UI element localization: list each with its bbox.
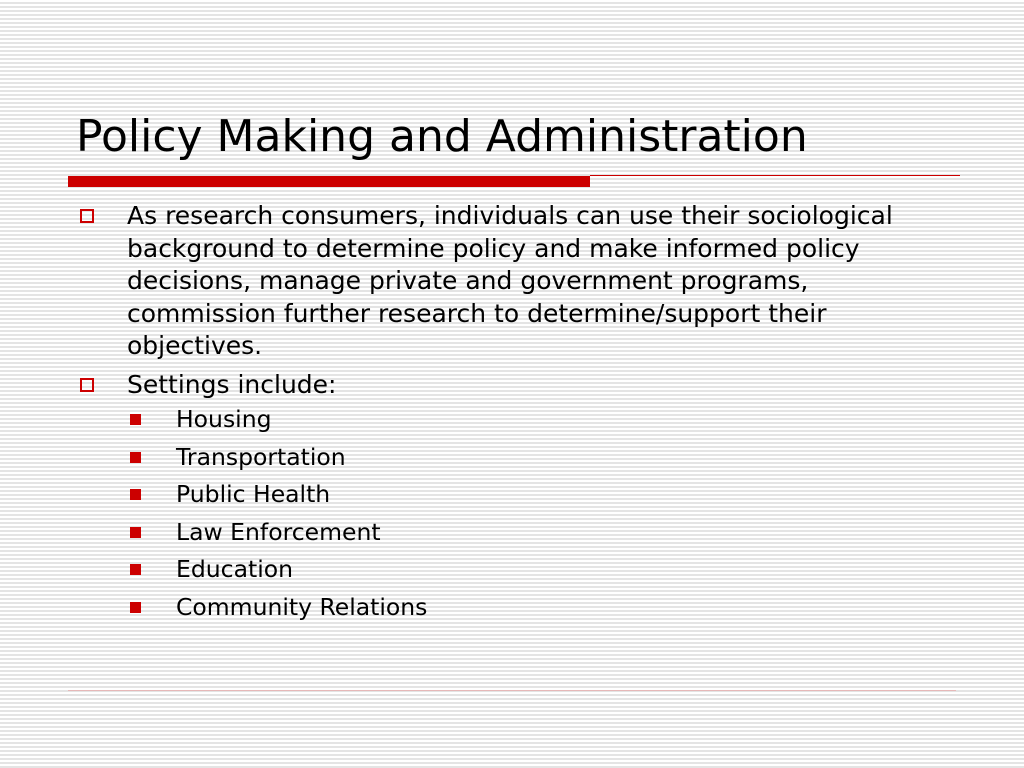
filled-square-bullet-icon [130,489,141,500]
sub-bullet-item [127,479,956,510]
bullet-item [76,369,956,623]
sub-bullet-text: Housing [176,405,272,433]
sub-bullet-text: Public Health [176,480,331,508]
filled-square-bullet-icon [130,452,141,463]
sub-bullet-item [127,404,956,435]
filled-square-bullet-icon [130,527,141,538]
hollow-square-bullet-icon [80,378,94,392]
sub-bullet-text: Education [176,555,293,583]
sub-bullet-text: Transportation [176,442,346,471]
filled-square-bullet-icon [130,414,141,425]
slide-title: Policy Making and Administration [76,111,808,162]
hollow-square-bullet-icon [80,209,94,223]
sub-bullet-item [127,554,956,585]
footer-divider [68,690,956,691]
title-underline-bar [68,176,590,187]
filled-square-bullet-icon [130,564,141,575]
sub-bullet-item [127,517,956,548]
sub-bullet-item [127,442,956,473]
sub-bullet-text: Law Enforcement [176,517,381,546]
sub-bullet-item [127,592,956,623]
title-underline-line [590,175,960,176]
sub-bullet-list [127,404,956,623]
bullet-list [76,200,956,623]
bullet-text: As research consumers, individuals can use their sociological background to determine policy and make informed policy decisions, manage private and government programs, commission further research to determine/support their objectives. [127,201,893,360]
bullet-item [76,200,956,363]
filled-square-bullet-icon [130,602,141,613]
sub-bullet-text: Community Relations [176,592,428,621]
slide-content [76,200,956,629]
bullet-text: Settings include: [127,369,337,399]
